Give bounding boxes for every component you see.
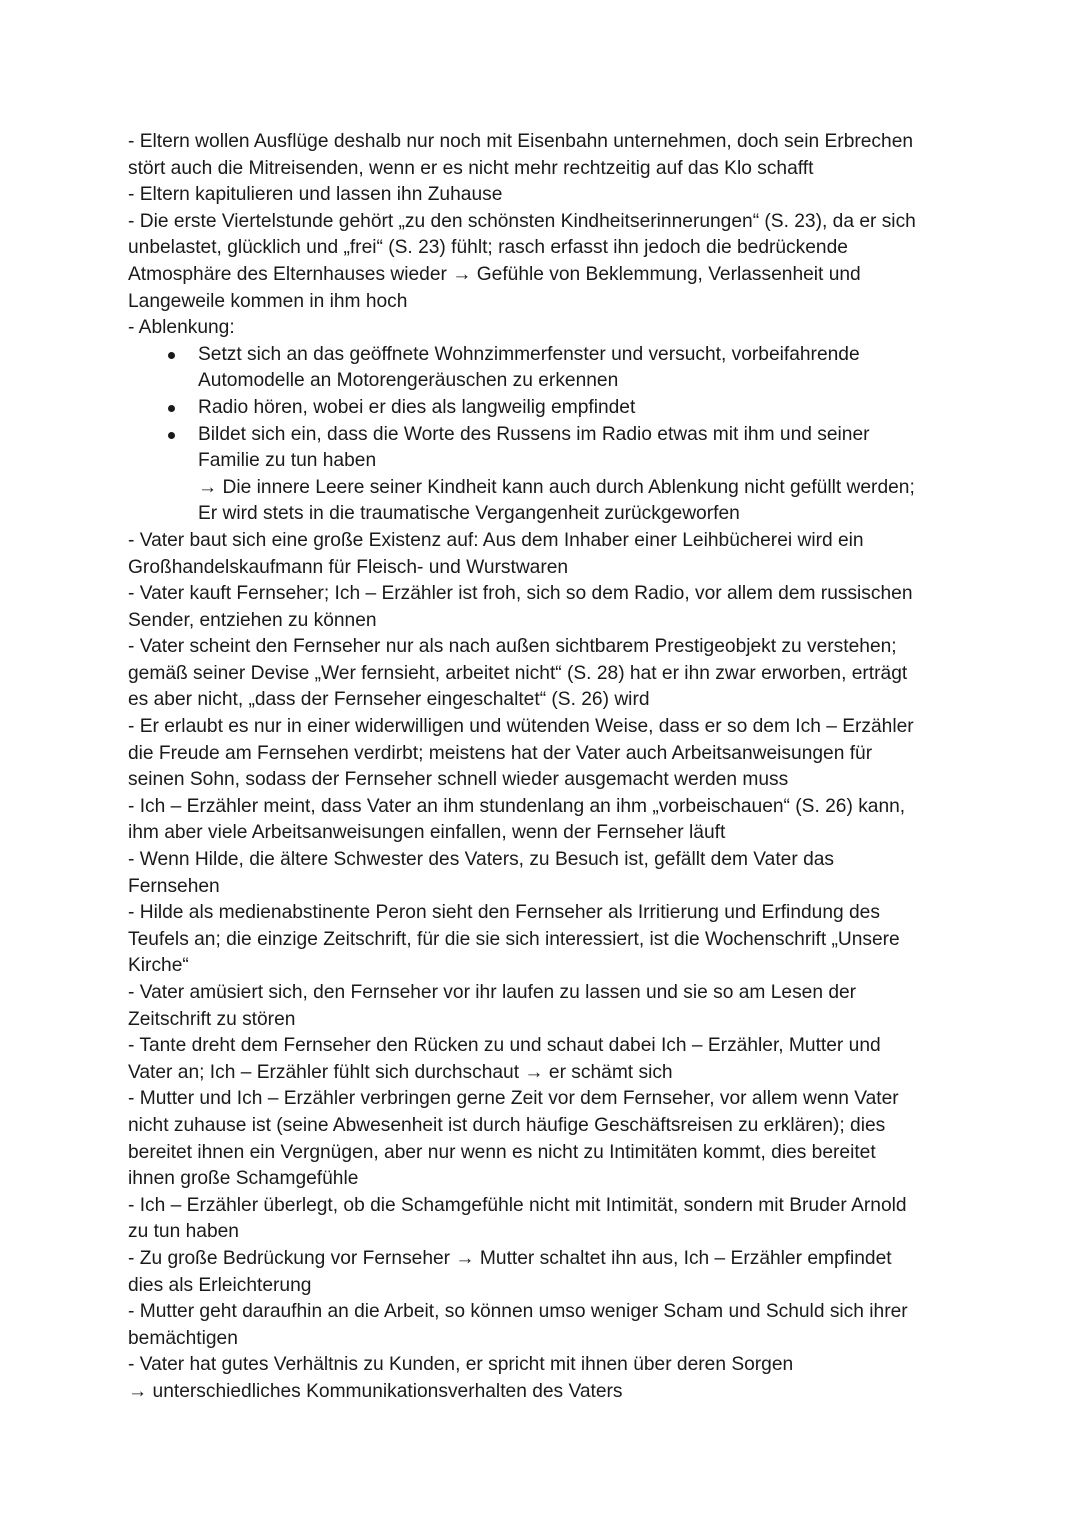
text-line: - Zu große Bedrückung vor Fernseher → Mutter schaltet ihn aus, Ich – Erzähler empfindet <box>128 1247 892 1269</box>
bullet-item <box>198 422 958 475</box>
text-line: Teufels an; die einzige Zeitschrift, für die sie sich interessiert, ist die Wochenschrift „Unsere <box>128 928 900 950</box>
text-line: - Ich – Erzähler überlegt, ob die Schamgefühle nicht mit Intimität, sondern mit Bruder Arnold <box>128 1194 907 1216</box>
bullet-line: Radio hören, wobei er dies als langweilig empfindet <box>198 396 636 418</box>
text-line: Atmosphäre des Elternhauses wieder → Gefühle von Beklemmung, Verlassenheit und <box>128 263 861 285</box>
text-line: - Ablenkung: <box>128 317 235 339</box>
text-line: Zeitschrift zu stören <box>128 1008 296 1030</box>
text-line: - Eltern wollen Ausflüge deshalb nur noch mit Eisenbahn unternehmen, doch sein Erbrechen <box>128 131 914 152</box>
text-line: Sender, entziehen zu können <box>128 609 377 631</box>
text-line: - Die erste Viertelstunde gehört „zu den schönsten Kindheitserinnerungen“ (S. 23), da er sich <box>128 210 916 232</box>
text-line: die Freude am Fernsehen verdirbt; meistens hat der Vater auch Arbeitsanweisungen für <box>128 742 873 764</box>
text-line: - Er erlaubt es nur in einer widerwilligen und wütenden Weise, dass er so dem Ich – Erzähler <box>128 716 914 738</box>
bullet-dot-icon <box>168 352 175 359</box>
text-line: dies als Erleichterung <box>128 1274 312 1296</box>
text-line: - Eltern kapitulieren und lassen ihn Zuhause <box>128 184 503 206</box>
bullet-line: Automodelle an Motorengeräuschen zu erkennen <box>198 370 619 392</box>
text-line: - Ich – Erzähler meint, dass Vater an ihm stundenlang an ihm „vorbeischauen“ (S. 26) kann, <box>128 795 906 817</box>
text-line: - Vater scheint den Fernseher nur als nach außen sichtbarem Prestigeobjekt zu verstehen; <box>128 636 897 658</box>
text-line: - Vater baut sich eine große Existenz auf: Aus dem Inhaber einer Leihbücherei wird ein <box>128 529 864 551</box>
document-page <box>128 129 958 1406</box>
text-line: stört auch die Mitreisenden, wenn er es nicht mehr rechtzeitig auf das Klo schafft <box>128 157 814 179</box>
bullet-dot-icon <box>168 432 175 439</box>
bullet-item <box>198 395 958 422</box>
bullet-line: Familie zu tun haben <box>198 450 377 472</box>
text-line: Großhandelskaufmann für Fleisch- und Wurstwaren <box>128 556 569 578</box>
bullet-item <box>198 342 958 395</box>
text-line: - Hilde als medienabstinente Peron sieht den Fernseher als Irritierung und Erfindung des <box>128 902 880 924</box>
text-line: - Mutter und Ich – Erzähler verbringen gerne Zeit vor dem Fernseher, vor allem wenn Vater <box>128 1088 899 1110</box>
text-line: bemächtigen <box>128 1327 238 1349</box>
arrow-note <box>128 475 958 528</box>
text-line: - Mutter geht daraufhin an die Arbeit, so können umso weniger Scham und Schuld sich ihrer <box>128 1301 908 1323</box>
arrow-note-line: Er wird stets in die traumatische Vergangenheit zurückgeworfen <box>198 503 740 525</box>
arrow-note-line: → Die innere Leere seiner Kindheit kann auch durch Ablenkung nicht gefüllt werden; <box>198 476 915 498</box>
text-line: - Tante dreht dem Fernseher den Rücken zu und schaut dabei Ich – Erzähler, Mutter und <box>128 1035 881 1057</box>
bullet-line: Setzt sich an das geöffnete Wohnzimmerfenster und versucht, vorbeifahrende <box>198 343 860 365</box>
text-line: gemäß seiner Devise „Wer fernsieht, arbeitet nicht“ (S. 28) hat er ihn zwar erworben, erträgt <box>128 662 908 684</box>
text-line: ihnen große Schamgefühle <box>128 1168 359 1190</box>
text-section-main <box>128 528 958 1406</box>
text-line: - Vater hat gutes Verhältnis zu Kunden, er spricht mit ihnen über deren Sorgen <box>128 1354 794 1376</box>
text-line: zu tun haben <box>128 1221 239 1243</box>
text-line: → unterschiedliches Kommunikationsverhalten des Vaters <box>128 1380 623 1402</box>
text-line: seinen Sohn, sodass der Fernseher schnell wieder ausgemacht werden muss <box>128 769 789 791</box>
text-line: Kirche“ <box>128 955 189 977</box>
bullet-dot-icon <box>168 405 175 412</box>
text-line: Vater an; Ich – Erzähler fühlt sich durchschaut → er schämt sich <box>128 1061 673 1083</box>
text-line: unbelastet, glücklich und „frei“ (S. 23) fühlt; rasch erfasst ihn jedoch die bedrückende <box>128 237 848 259</box>
bullet-line: Bildet sich ein, dass die Worte des Russens im Radio etwas mit ihm und seiner <box>198 423 870 445</box>
text-line: - Wenn Hilde, die ältere Schwester des Vaters, zu Besuch ist, gefällt dem Vater das <box>128 849 835 871</box>
text-line: - Vater amüsiert sich, den Fernseher vor ihr laufen zu lassen und sie so am Lesen der <box>128 982 857 1003</box>
text-line: es aber nicht, „dass der Fernseher eingeschaltet“ (S. 26) wird <box>128 689 650 711</box>
bullet-list <box>128 342 958 475</box>
text-line: Fernsehen <box>128 875 220 897</box>
text-line: bereitet ihnen ein Vergnügen, aber nur wenn es nicht zu Intimitäten kommt, dies bereitet <box>128 1141 876 1163</box>
text-line: nicht zuhause ist (seine Abwesenheit ist durch häufige Geschäftsreisen zu erklären); dies <box>128 1114 886 1136</box>
text-line: ihm aber viele Arbeitsanweisungen einfallen, wenn der Fernseher läuft <box>128 822 726 844</box>
text-line: Langeweile kommen in ihm hoch <box>128 290 408 312</box>
text-line: - Vater kauft Fernseher; Ich – Erzähler ist froh, sich so dem Radio, vor allem dem russischen <box>128 583 913 605</box>
text-section-intro <box>128 129 958 342</box>
